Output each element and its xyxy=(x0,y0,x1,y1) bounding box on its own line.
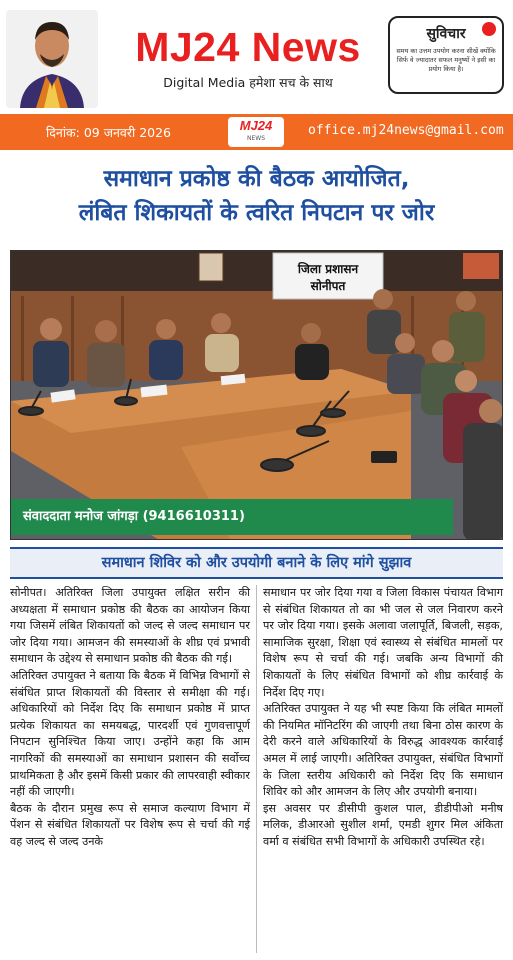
thought-box xyxy=(388,16,504,94)
thought-avatar-icon xyxy=(482,22,496,36)
article-headline xyxy=(10,162,503,230)
brand-block xyxy=(128,26,368,91)
logo-subtext: NEWS xyxy=(246,135,266,142)
headline-line-2: लंबित शिकायतों के त्वरित निपटान पर जोर xyxy=(78,200,435,226)
paragraph: बैठक के दौरान प्रमुख रूप से समाज कल्याण विभाग में पेंशन से संबंधित शिकायतों पर विशेष रूप से चर्चा की गई वह जल्द से जल्द उनके xyxy=(10,801,250,848)
paragraph: इस अवसर पर डीसीपी कुशल पाल, डीडीपीओ मनीष मलिक, डीआरओ सुशील शर्मा, एमडी शुगर मिल अंकिता वर्मा व संबंधित सभी विभागों के अधिकारी उपस्थित रहे। xyxy=(263,801,503,848)
photo-caption: संवाददाता मनोज जांगड़ा (9416610311) xyxy=(11,499,453,535)
issue-date: दिनांक: 09 जनवरी 2026 xyxy=(46,125,172,140)
paragraph: अतिरिक्त उपायुक्त ने यह भी स्पष्ट किया कि लंबित मामलों की नियमित मॉनिटरिंग की जाएगी तथा बिना ठोस कारण के देरी करने वाले अधिकारियों के विरुद्ध आवश्यक कार्रवाई अमल में लाई जाएगी। अतिरिक्त उपायुक्त, संबंधित विभागों के जिला स्तरीय अधिकारी को निर्देश दिए कि समाधान शिविर को और आमजन के लिए और उपयोगी बनाया। xyxy=(263,702,503,799)
masthead xyxy=(0,0,513,112)
publisher-portrait xyxy=(6,10,98,108)
brand-title: MJ24 News xyxy=(135,24,361,70)
body-column-left xyxy=(10,585,250,953)
paragraph: अतिरिक्त उपायुक्त ने बताया कि बैठक में विभिन्न विभागों से संबंधित प्राप्त शिकायतों की विस्तार से समीक्षा की गई। अधिकारियों को निर्देश दिए कि समाधान प्रकोष्ठ में प्राप्त प्रत्येक शिकायत का समयबद्ध, पारदर्शी एवं गुणवत्तापूर्ण निपटान सुनिश्चित किया जाए। उन्होंने कहा कि आम नागरिकों की समस्याओं का समाधान प्रशासन की सर्वोच्च प्राथमिकता है और इसमें किसी प्रकार की लापरवाही स्वीकार नहीं की जाएगी। xyxy=(10,668,250,799)
info-bar xyxy=(0,114,513,150)
contact-email[interactable]: office.mj24news@gmail.com xyxy=(308,123,504,138)
photo-banner-line-1: जिला प्रशासन xyxy=(297,262,359,276)
logo-text: MJ24 xyxy=(239,118,273,133)
column-divider xyxy=(256,585,257,953)
paragraph: समाधान पर जोर दिया गया व जिला विकास पंचायत विभाग से संबंधित शिकायत तो का भी जल से जल निवारण करने पर जोर दिया गया। इसके अलावा जलापूर्ति, बिजली, सड़क, सामाजिक सुरक्षा, शिक्षा एवं स्वास्थ्य से संबंधित मामलों पर विशेष रूप से चर्चा की गई। जबकि अन्य विभागों की शिकायतों के लिए संबंधित विभागों को शीघ्र कार्रवाई के निर्देश दिए गए। xyxy=(263,586,503,699)
mj24-news-logo xyxy=(228,117,284,147)
body-column-right xyxy=(263,585,503,953)
headline-line-1: समाधान प्रकोष्ठ की बैठक आयोजित, xyxy=(103,166,410,192)
paragraph: सोनीपत। अतिरिक्त जिला उपायुक्त लक्षित सरीन की अध्यक्षता में समाधान प्रकोष्ठ की बैठक का आयोजन किया गया जिसमें लंबित शिकायतों को जल्द से जल्द समाधान पर जोर दिया गया। आमजन की समस्याओं के शीघ्र एवं प्रभावी समाधान के उद्देश्य से समाधान प्रकोष्ठ की बैठक की गई। xyxy=(10,586,250,666)
meeting-photo xyxy=(10,250,503,540)
article-subheadline: समाधान शिविर को और उपयोगी बनाने के लिए मांगे सुझाव xyxy=(10,547,503,579)
article-body xyxy=(10,585,503,953)
brand-tagline: Digital Media हमेशा सच के साथ xyxy=(163,75,333,90)
thought-text: समय का उत्तम उपयोग करना सीखें क्योंकि सिर्फ वे ज्यादातर सफल मनुष्यों ने इसी का प्रयोग किया है। xyxy=(396,47,496,73)
photo-banner-line-2: सोनीपत xyxy=(310,279,346,293)
thought-title: सुविचार xyxy=(426,26,466,42)
